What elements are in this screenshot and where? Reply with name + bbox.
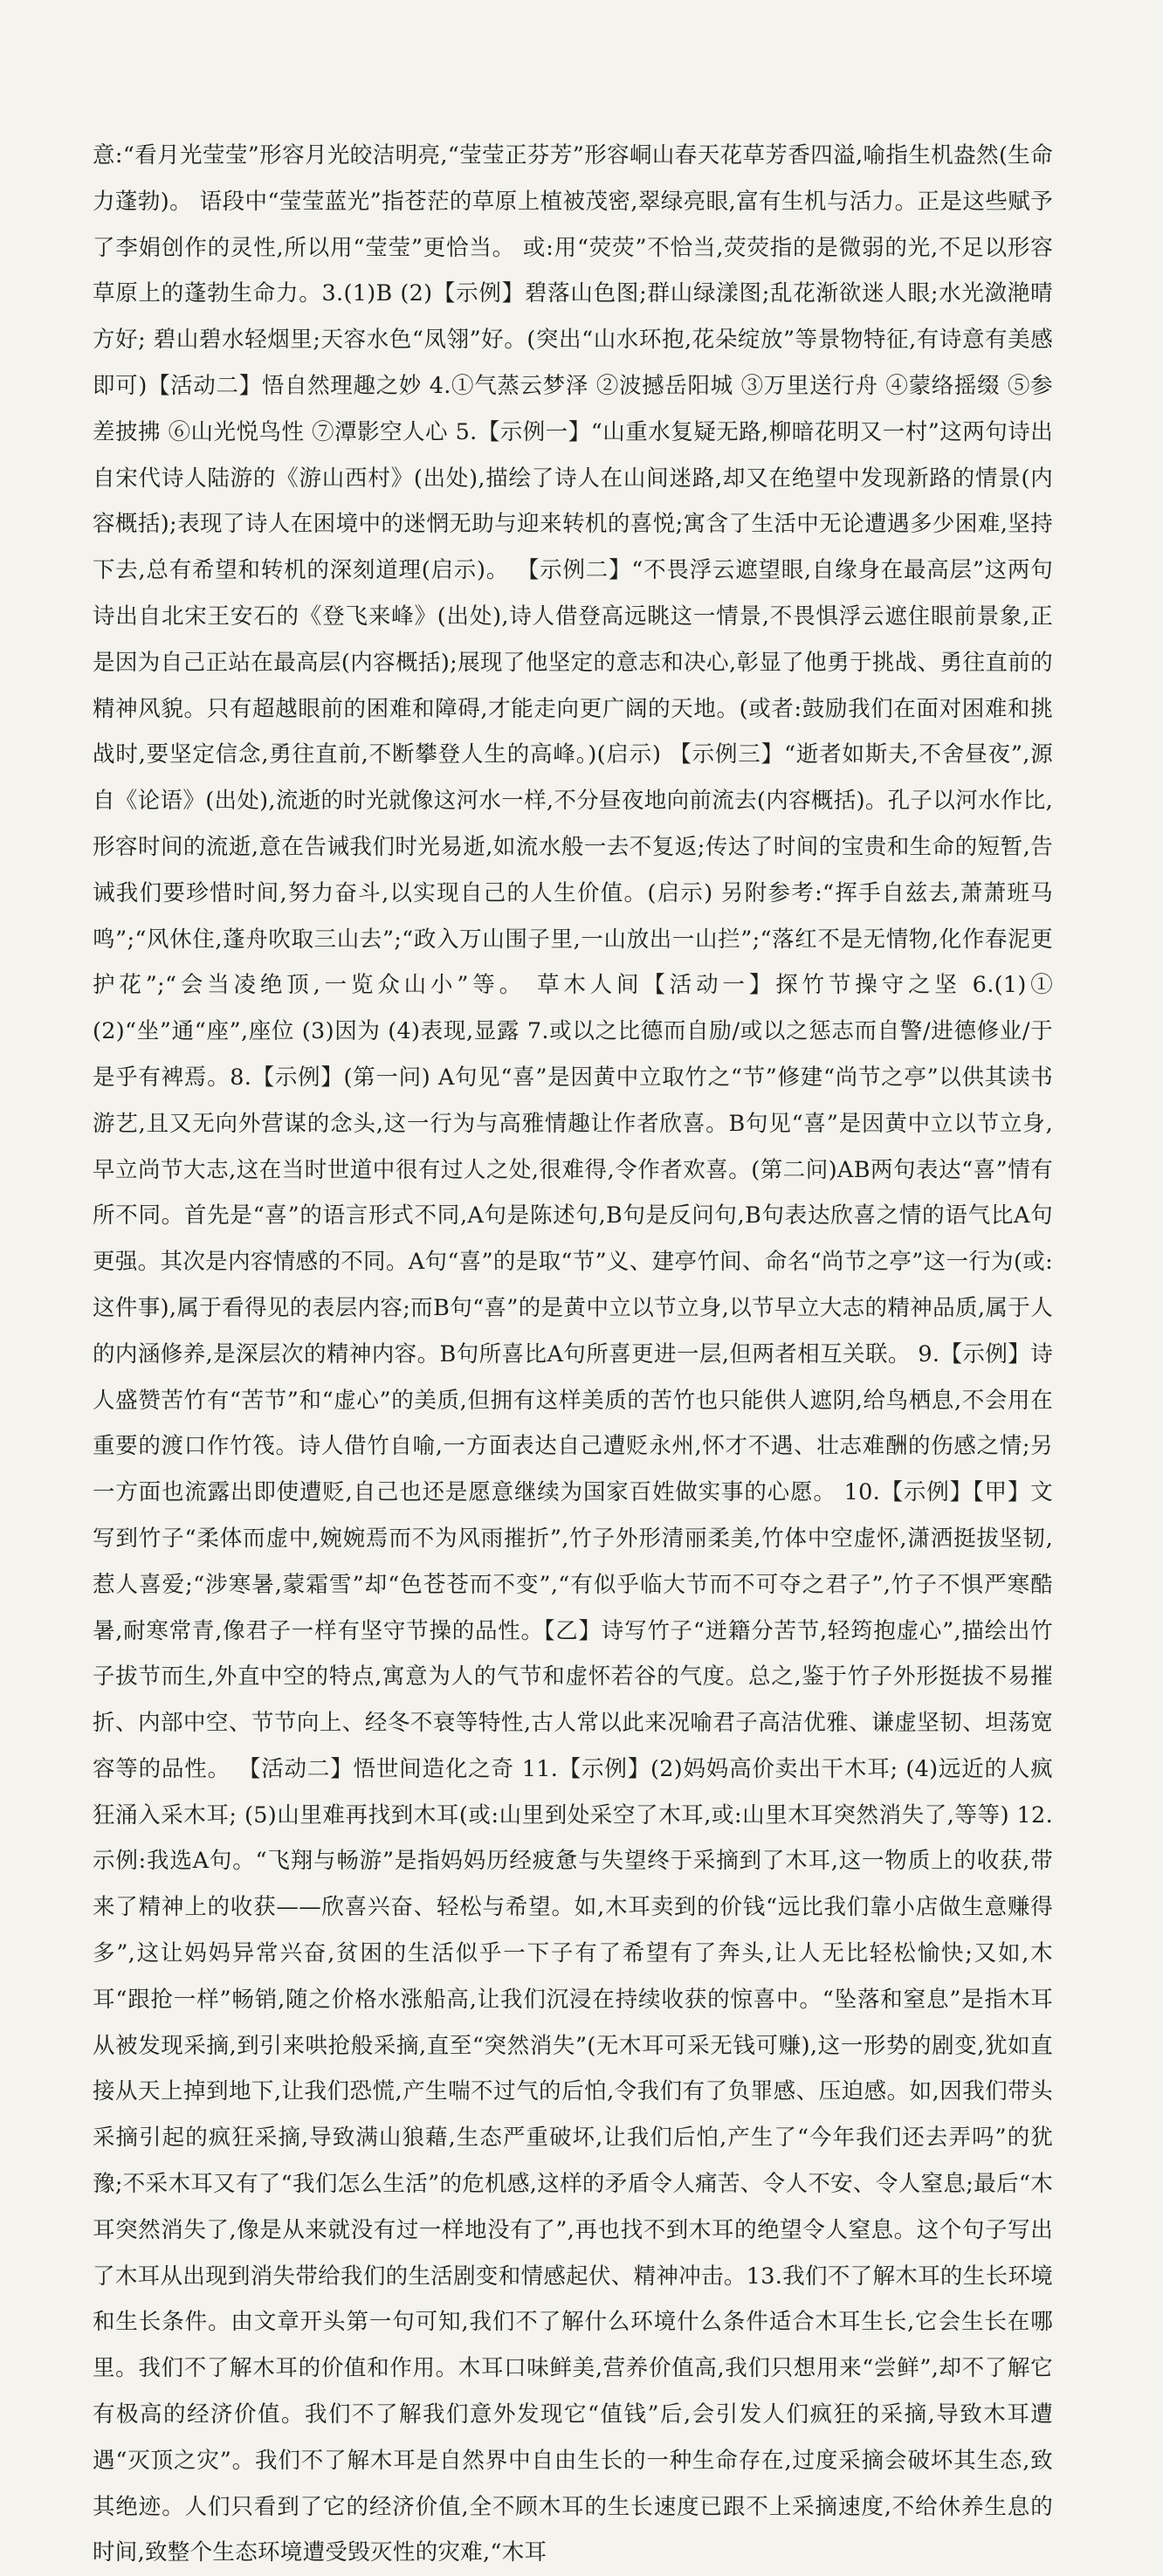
answer-paragraph: 意:“看月光莹莹”形容月光皎洁明亮,“莹莹正芬芳”形容峒山春天花草芳香四溢,喻指生机盎然(生命力蓬勃)。 语段中“莹莹蓝光”指苍茫的草原上植被茂密,翠绿亮眼,富有生机与活力。正是这些赋予了李娟创作的灵性,所以用“莹莹”更恰当。 或:用“荧荧”不恰当,荧荧指的是微弱的光,不足以形容草原上的蓬勃生命力。3.(1)B (2)【示例】碧落山色图;群山绿漾图;乱花渐欲迷人眼;水光潋滟晴方好; 碧山碧水轻烟里;天容水色“凤翎”好。(突出“山水环抱,花朵绽放”等景物特征,有诗意有美感即可)【活动二】悟自然理趣之妙 4.①气蒸云梦泽 ②波撼岳阳城 ③万里送行舟 ④蒙络摇缀 ⑤参差披拂 ⑥山光悦鸟性 ⑦潭影空人心 5.【示例一】“山重水复疑无路,柳暗花明又一村”这两句诗出自宋代诗人陆游的《游山西村》(出处),描绘了诗人在山间迷路,却又在绝望中发现新路的情景(内容概括);表现了诗人在困境中的迷惘无助与迎来转机的喜悦;寓含了生活中无论遭遇多少困难,坚持下去,总有希望和转机的深刻道理(启示)。 【示例二】“不畏浮云遮望眼,自缘身在最高层”这两句诗出自北宋王安石的《登飞来峰》(出处),诗人借登高远眺这一情景,不畏惧浮云遮住眼前景象,正是因为自己正站在最高层(内容概括);展现了他坚定的意志和决心,彰显了他勇于挑战、勇往直前的精神风貌。只有超越眼前的困难和障碍,才能走向更广阔的天地。(或者:鼓励我们在面对困难和挑战时,要坚定信念,勇往直前,不断攀登人生的高峰。)(启示) 【示例三】“逝者如斯夫,不舍昼夜”,源自《论语》(出处),流逝的时光就像这河水一样,不分昼夜地向前流去(内容概括)。孔子以河水作比,形容时间的流逝,意在告诫我们时光易逝,如流水般一去不复返;传达了时间的宝贵和生命的短暂,告诫我们要珍惜时间,努力奋斗,以实现自己的人生价值。(启示) 另附参考:“挥手自兹去,萧萧班马鸣”;“风休住,蓬舟吹取三山去”;“政入万山围子里,一山放出一山拦”;“落红不是无情物,化作春泥更护花”;“会当凌绝顶,一览众山小”等。 草木人间【活动一】探竹节操守之坚 6.(1)① (2)“坐”通“座”,座位 (3)因为 (4)表现,显露 7.或以之比德而自励/或以之惩志而自警/进德修业/于是乎有裨焉。8.【示例】(第一问) A句见“喜”是因黄中立取竹之“节”修建“尚节之亭”以供其读书游艺,且又无向外营谋的念头,这一行为与高雅情趣让作者欣喜。B句见“喜”是因黄中立以节立身,早立尚节大志,这在当时世道中很有过人之处,很难得,令作者欢喜。(第二问)AB两句表达“喜”情有所不同。首先是“喜”的语言形式不同,A句是陈述句,B句是反问句,B句表达欣喜之情的语气比A句更强。其次是内容情感的不同。A句“喜”的是取“节”义、建亭竹间、命名“尚节之亭”这一行为(或:这件事),属于看得见的表层内容;而B句“喜”的是黄中立以节立身,以节早立大志的精神品质,属于人的内涵修养,是深层次的精神内容。B句所喜比A句所喜更进一层,但两者相互关联。 9.【示例】诗人盛赞苦竹有“苦节”和“虚心”的美质,但拥有这样美质的苦竹也只能供人遮阴,给鸟栖息,不会用在重要的渡口作竹筏。诗人借竹自喻,一方面表达自己遭贬永州,怀才不遇、壮志难酬的伤感之情;另一方面也流露出即使遭贬,自己也还是愿意继续为国家百姓做实事的心愿。 10.【示例】【甲】文写到竹子“柔体而虚中,婉婉焉而不为风雨摧折”,竹子外形清丽柔美,竹体中空虚怀,潇洒挺拔坚韧,惹人喜爱;“涉寒暑,蒙霜雪”却“色苍苍而不变”,“有似乎临大节而不可夺之君子”,竹子不惧严寒酷暑,耐寒常青,像君子一样有坚守节操的品性。【乙】诗写竹子“迸籍分苦节,轻筠抱虚心”,描绘出竹子拔节而生,外直中空的特点,寓意为人的气节和虚怀若谷的气度。总之,鉴于竹子外形挺拔不易摧折、内部中空、节节向上、经冬不衰等特性,古人常以此来况喻君子高洁优雅、谦虚坚韧、坦荡宽容等的品性。 【活动二】悟世间造化之奇 11.【示例】(2)妈妈高价卖出干木耳; (4)远近的人疯狂涌入采木耳; (5)山里难再找到木耳(或:山里到处采空了木耳,或:山里木耳突然消失了,等等) 12.示例:我选A句。“飞翔与畅游”是指妈妈历经疲惫与失望终于采摘到了木耳,这一物质上的收获,带来了精神上的收获——欣喜兴奋、轻松与希望。如,木耳卖到的价钱“远比我们靠小店做生意赚得多”,这让妈妈异常兴奋,贫困的生活似乎一下子有了希望有了奔头,让人无比轻松愉快;又如,木耳“跟抢一样”畅销,随之价格水涨船高,让我们沉浸在持续收获的惊喜中。“坠落和窒息”是指木耳从被发现采摘,到引来哄抢般采摘,直至“突然消失”(无木耳可采无钱可赚),这一形势的剧变,犹如直接从天上掉到地下,让我们恐慌,产生喘不过气的后怕,令我们有了负罪感、压迫感。如,因我们带头采摘引起的疯狂采摘,导致满山狼藉,生态严重破坏,让我们后怕,产生了“今年我们还去弄吗”的犹豫;不采木耳又有了“我们怎么生活”的危机感,这样的矛盾令人痛苦、令人不安、令人窒息;最后“木耳突然消失了,像是从来就没有过一样地没有了”,再也找不到木耳的绝望令人窒息。这个句子写出了木耳从出现到消失带给我们的生活剧变和情感起伏、精神冲击。13.我们不了解木耳的生长环境和生长条件。由文章开头第一句可知,我们不了解什么环境什么条件适合木耳生长,它会生长在哪里。我们不了解木耳的价值和作用。木耳口味鲜美,营养价值高,我们只想用来“尝鲜”,却不了解它有极高的经济价值。我们不了解我们意外发现它“值钱”后,会引发人们疯狂的采摘,导致木耳遭遇“灭顶之灾”。我们不了解木耳是自然界中自由生长的一种生命存在,过度采摘会破坏其生态,致其绝迹。人们只看到了它的经济价值,全不顾木耳的生长速度已跟不上采摘速度,不给休养生息的时间,致整个生态环境遭受毁灭性的灾难,“木耳 (93, 142, 1053, 2566)
